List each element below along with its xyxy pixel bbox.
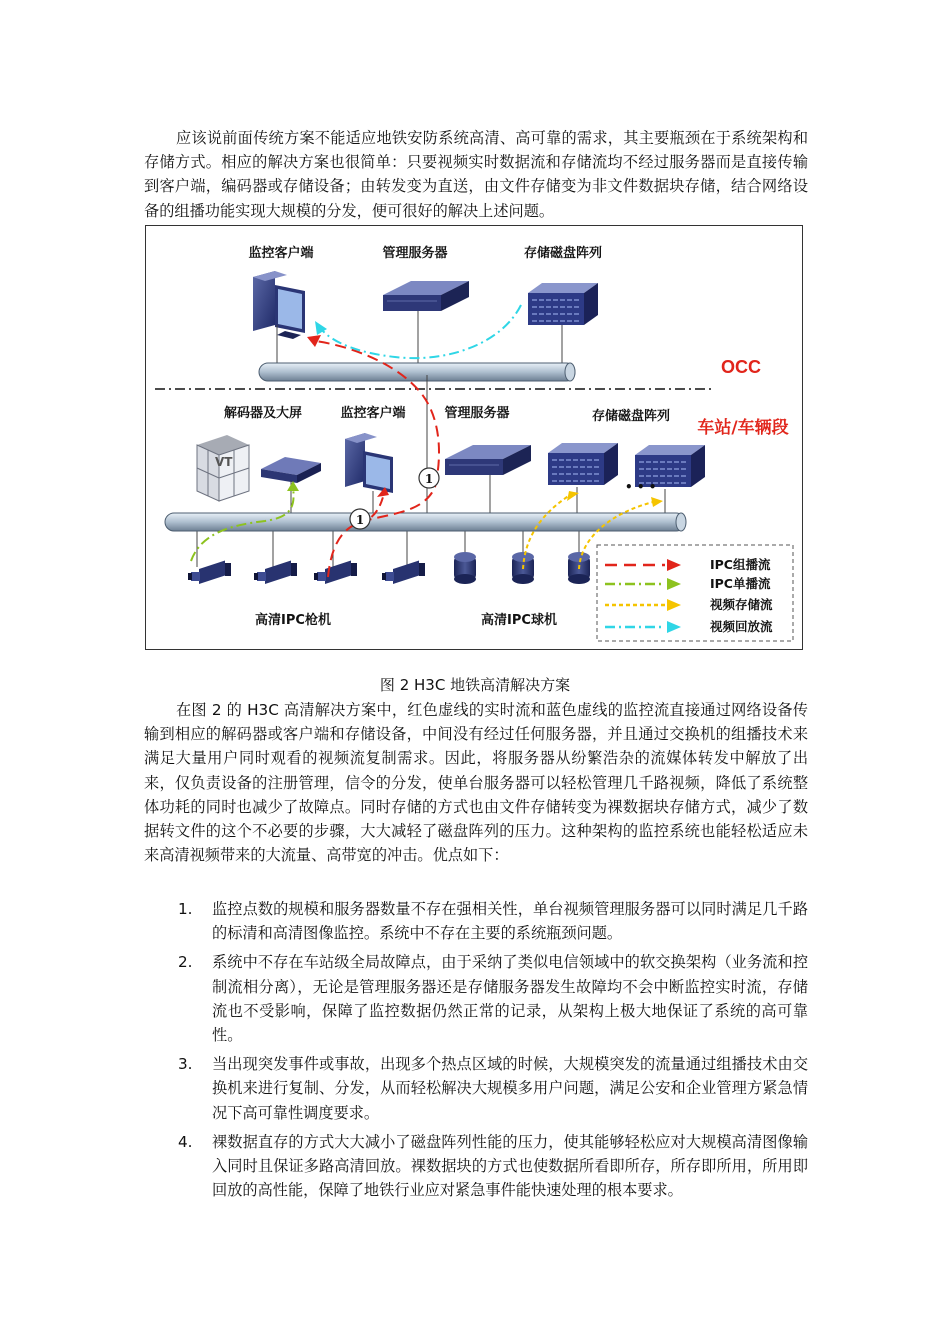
marker-1-lower <box>350 509 370 529</box>
label-top-client: 监控客户端 <box>248 246 314 261</box>
legend <box>597 545 793 641</box>
legend-unicast: IPC单播流 <box>710 576 771 591</box>
label-decoder: 解码器及大屏 <box>223 406 303 421</box>
label-dome-cameras: 高清IPC球机 <box>481 613 557 628</box>
list-item-text: 当出现突发事件或事故，出现多个热点区域的时候，大规模突发的流量通过组播技术由交换机来进行复制、分发，从而轻松解决大规模多用户问题，满足公安和企业管理方紧急情况下高可靠性调度要求。 <box>212 1055 808 1122</box>
label-station-client: 监控客户端 <box>340 406 406 421</box>
station-label: 车站/车辆段 <box>697 418 789 438</box>
marker-1-upper-text: 1 <box>424 472 434 486</box>
list-item-number: 4. <box>178 1132 193 1151</box>
figure-caption: 图 2 H3C 地铁高清解决方案 <box>379 676 571 694</box>
label-top-server: 管理服务器 <box>382 246 448 261</box>
dome-camera-icon-1 <box>454 552 476 584</box>
body-paragraph: 在图 2 的 H3C 高清解决方案中，红色虚线的实时流和蓝色虚线的监控流直接通过网络设备传输到相应的解码器或客户端和存储设备，中间没有经过任何服务器，并且通过交换机的组播技术来满足大量用户同时观看的视频流复制需求。因此，将服务器从纷繁浩杂的流媒体转发中解放了出来，仅负责设备的注册管理，信令的分发，使单台服务器可以轻松管理几千路视频，降低了系统整体功耗的同时也减少了故障点。同时存储的方式也由文件存储转变为裸数据块存储方式，减少了数据转文件的这个不必要的步骤，大大减轻了磁盘阵列的压力。这种架构的监控系统也能轻松适应未来高清视频带来的大流量、高带宽的冲击。优点如下： <box>144 701 808 865</box>
occ-array-icon <box>528 283 598 325</box>
video-wall-text: VT <box>215 455 233 469</box>
label-station-storage: 存储磁盘阵列 <box>591 409 671 424</box>
video-wall-icon <box>197 435 249 501</box>
list-item-number: 3. <box>178 1055 193 1074</box>
list-item-number: 2. <box>178 953 193 972</box>
occ-label: OCC <box>721 357 761 377</box>
occ-network-pipe <box>259 363 575 381</box>
marker-1-upper <box>419 468 439 488</box>
list-item <box>144 1130 808 1203</box>
ellipsis-more: • • • <box>625 480 657 494</box>
advantages-list <box>144 897 808 1207</box>
legend-playback: 视频回放流 <box>710 619 773 634</box>
list-item-text: 监控点数的规模和服务器数量不存在强相关性，单台视频管理服务器可以同时满足几千路的标清和高清图像监控。系统中不存在主要的系统瓶颈问题。 <box>212 900 808 943</box>
list-item-text: 系统中不存在车站级全局故障点，由于采纳了类似电信领域中的软交换架构（业务流和控制流相分离），无论是管理服务器还是存储服务器发生故障均不会中断监控实时流，存储流也不受影响，保障了监控数据仍然正常的记录，从架构上极大地保证了系统的高可靠性。 <box>212 953 808 1045</box>
list-item <box>144 897 808 945</box>
list-item <box>144 950 808 1047</box>
list-item-text: 裸数据直存的方式大大减小了磁盘阵列性能的压力，使其能够轻松应对大规模高清图像输入同时且保证多路高清回放。裸数据块的方式也使数据所看即所存，所存即所用，所用即回放的高性能，保障了地铁行业应对紧急事件能快速处理的根本要求。 <box>212 1132 808 1200</box>
marker-1-lower-text: 1 <box>355 513 365 527</box>
label-bullet-cameras: 高清IPC枪机 <box>255 613 331 628</box>
label-top-storage: 存储磁盘阵列 <box>523 246 603 261</box>
legend-multicast: IPC组播流 <box>710 557 771 572</box>
station-array-icon-1 <box>548 443 618 485</box>
legend-storage: 视频存储流 <box>710 597 773 612</box>
label-station-server: 管理服务器 <box>444 406 510 421</box>
intro-paragraph: 应该说前面传统方案不能适应地铁安防系统高清、高可靠的需求，其主要瓶颈在于系统架构和存储方式。相应的解决方案也很简单：只要视频实时数据流和存储流均不经过服务器而是直接传输到客户端，编码器或存储设备；由转发变为直送，由文件存储变为非文件数据块存储，结合网络设备的组播功能实现大规模的分发，便可很好的解决上述问题。 <box>144 129 808 220</box>
list-item-number: 1. <box>178 900 193 918</box>
network-diagram <box>145 225 805 651</box>
list-item <box>144 1052 808 1125</box>
